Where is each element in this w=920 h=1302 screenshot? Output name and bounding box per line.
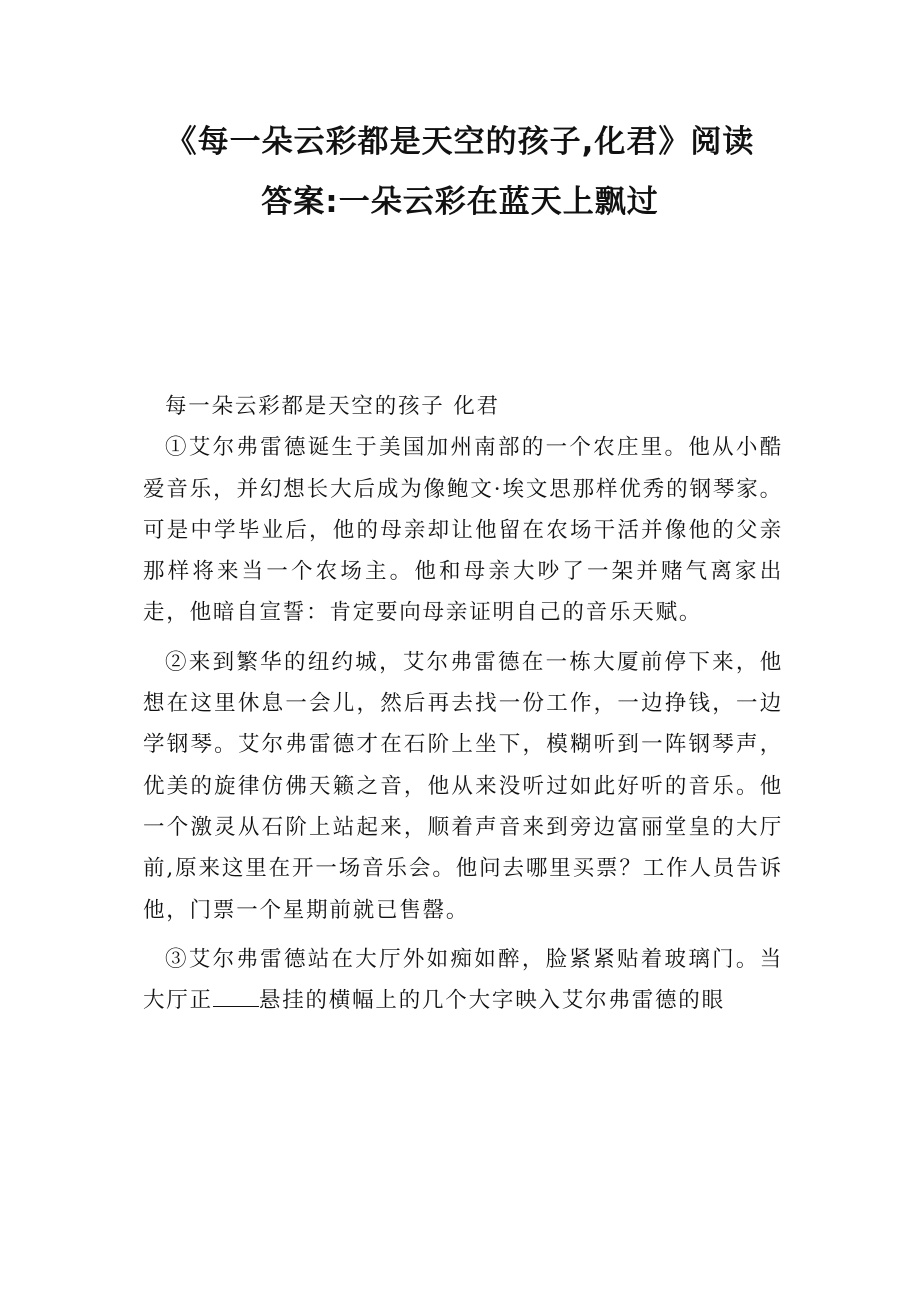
fill-in-blank [213, 988, 259, 1007]
title-line-1: 《每一朵云彩都是天空的孩子,化君》阅读 [165, 124, 755, 160]
paragraph-2: ②来到繁华的纽约城，艾尔弗雷德在一栋大厦前停下来，他想在这里休息一会儿，然后再去找一份工作，一边挣钱，一边学钢琴。艾尔弗雷德才在石阶上坐下，模糊听到一阵钢琴声，优美的旋律仿佛天籁之音，他从来没听过如此好听的音乐。他一个激灵从石阶上站起来，顺着声音来到旁边富丽堂皇的大厅前,原来这里在开一场音乐会。他问去哪里买票？工作人员告诉他，门票一个星期前就已售罄。 [143, 649, 783, 923]
document-title [60, 112, 860, 232]
paragraph-3-text-before-blank: ③艾尔弗雷德站在大厅外如痴如醉，脸紧紧贴着玻璃门。当大厅正 [143, 946, 783, 1014]
paragraph-3 [143, 939, 783, 1022]
article-subtitle: 每一朵云彩都是天空的孩子 化君 [165, 394, 500, 419]
article-body [143, 386, 783, 1029]
paragraph-1: ①艾尔弗雷德诞生于美国加州南部的一个农庄里。他从小酷爱音乐，并幻想长大后成为像鲍文·埃文思那样优秀的钢琴家。可是中学毕业后，他的母亲却让他留在农场干活并像他的父亲那样将来当一个农场主。他和母亲大吵了一架并赌气离家出走，他暗自宣誓：肯定要向母亲证明自己的音乐天赋。 [143, 435, 783, 626]
paragraph-3-text-after-blank: 悬挂的横幅上的几个大字映入艾尔弗雷德的眼 [258, 988, 725, 1014]
title-line-2: 答案:一朵云彩在蓝天上飘过 [261, 184, 659, 220]
